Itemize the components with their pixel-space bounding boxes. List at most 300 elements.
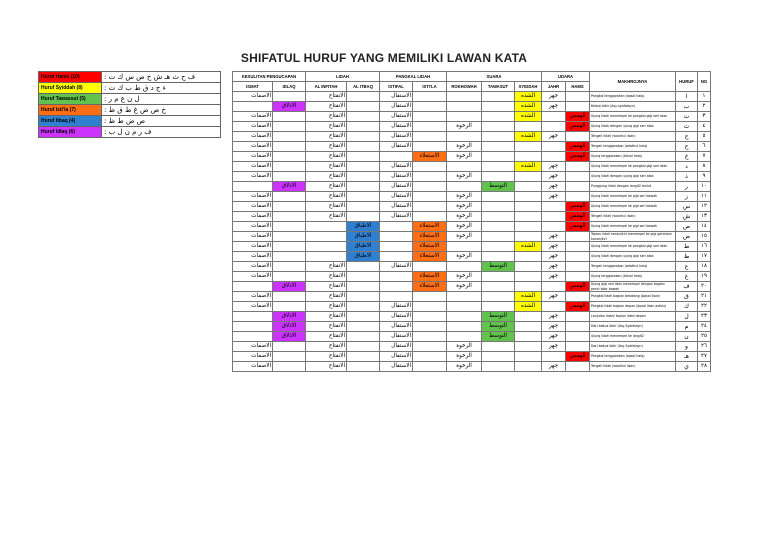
cell-jahr: جهر	[542, 322, 566, 332]
cell-no: ٧	[698, 152, 711, 162]
cell-istila	[413, 112, 447, 122]
cell-idlaq	[273, 352, 306, 362]
cell-rokhowah	[447, 112, 482, 122]
cell-tawasut	[482, 302, 515, 312]
cell-itbaq: الاطباق	[347, 232, 380, 242]
cell-tawasut	[482, 212, 515, 222]
cell-no: ٤	[698, 122, 711, 132]
table-row	[233, 112, 711, 122]
cell-rokhowah	[447, 292, 482, 302]
cell-istifal	[380, 232, 413, 242]
legend-letters: : ف ر م ن ل ب	[102, 127, 221, 138]
cell-infitah: الانفتاح	[306, 102, 347, 112]
table-row	[233, 232, 711, 242]
cell-ismat	[233, 312, 273, 322]
cell-syiddah: الشده	[515, 302, 542, 312]
cell-itbaq	[347, 332, 380, 342]
cell-no: ٢٣	[698, 312, 711, 322]
cell-jahr: جهر	[542, 332, 566, 342]
cell-tawasut	[482, 172, 515, 182]
cell-makhroj: Ujung lidah menempel ke pangkal gigi seri atas	[590, 242, 676, 252]
cell-huruf: هـ	[676, 352, 698, 362]
cell-hams	[566, 92, 590, 102]
cell-tawasut	[482, 112, 515, 122]
cell-rokhowah: الرخوة	[447, 172, 482, 182]
cell-huruf: ج	[676, 132, 698, 142]
cell-hams: الهمس	[566, 152, 590, 162]
cell-idlaq	[273, 212, 306, 222]
header-no: NO	[698, 72, 711, 92]
cell-no: ٢٥	[698, 332, 711, 342]
cell-infitah: الانفتاح	[306, 122, 347, 132]
cell-huruf: ل	[676, 312, 698, 322]
cell-ismat: الاصمات	[233, 202, 273, 212]
cell-huruf: ح	[676, 142, 698, 152]
cell-hams	[566, 262, 590, 272]
cell-syiddah	[515, 362, 542, 372]
cell-syiddah	[515, 232, 542, 242]
cell-infitah: الانفتاح	[306, 132, 347, 142]
cell-syiddah: الشده	[515, 162, 542, 172]
cell-no: ٢٧	[698, 352, 711, 362]
cell-syiddah	[515, 192, 542, 202]
table-row	[233, 272, 711, 282]
cell-syiddah	[515, 212, 542, 222]
cell-itbaq: الاطباق	[347, 242, 380, 252]
cell-idlaq	[273, 232, 306, 242]
cell-ismat: الاصمات	[233, 152, 273, 162]
cell-infitah	[306, 232, 347, 242]
cell-itbaq	[347, 192, 380, 202]
cell-istila	[413, 132, 447, 142]
cell-tawasut	[482, 202, 515, 212]
cell-no: ٢	[698, 102, 711, 112]
cell-infitah: الانفتاح	[306, 302, 347, 312]
cell-idlaq	[273, 222, 306, 232]
cell-hams	[566, 272, 590, 282]
cell-idlaq	[273, 142, 306, 152]
cell-rokhowah	[447, 102, 482, 112]
cell-tawasut	[482, 362, 515, 372]
cell-hams: الهمس	[566, 302, 590, 312]
cell-syiddah: الشده	[515, 242, 542, 252]
cell-huruf: ر	[676, 182, 698, 192]
cell-infitah: الانفتاح	[306, 292, 347, 302]
cell-ismat: الاصمات	[233, 242, 273, 252]
cell-istila	[413, 142, 447, 152]
cell-ismat: الاصمات	[233, 362, 273, 372]
cell-istifal: الاستفال	[380, 182, 413, 192]
cell-istila: الاستعلاء	[413, 282, 447, 292]
cell-hams	[566, 232, 590, 242]
cell-syiddah: الشده	[515, 102, 542, 112]
cell-infitah: الانفتاح	[306, 322, 347, 332]
cell-jahr: جهر	[542, 342, 566, 352]
cell-jahr	[542, 142, 566, 152]
cell-idlaq	[273, 162, 306, 172]
cell-no: ١٨	[698, 262, 711, 272]
cell-huruf: ع	[676, 262, 698, 272]
cell-ismat: الاصمات	[233, 352, 273, 362]
table-row	[233, 342, 711, 352]
cell-istifal: الاستفال	[380, 362, 413, 372]
cell-rokhowah	[447, 92, 482, 102]
table-row	[233, 262, 711, 272]
cell-istila	[413, 162, 447, 172]
table-row	[233, 302, 711, 312]
legend-letters: : ل ن ع م ر	[102, 94, 221, 105]
cell-huruf: ص	[676, 222, 698, 232]
cell-ismat: الاصمات	[233, 142, 273, 152]
cell-jahr: جهر	[542, 172, 566, 182]
cell-rokhowah: الرخوة	[447, 222, 482, 232]
legend-name: Huruf Idlaq (6)	[39, 127, 102, 138]
cell-ismat: الاصمات	[233, 132, 273, 142]
cell-infitah: الانفتاح	[306, 152, 347, 162]
cell-no: ٥	[698, 132, 711, 142]
table-row	[233, 102, 711, 112]
cell-no: ٦	[698, 142, 711, 152]
cell-istifal	[380, 242, 413, 252]
page-title: SHIFATUL HURUF YANG MEMILIKI LAWAN KATA	[240, 51, 528, 65]
cell-idlaq: الاذلاق	[273, 102, 306, 112]
cell-tawasut	[482, 352, 515, 362]
table-row	[233, 192, 711, 202]
cell-makhroj: Tengah lidah (wasthul lisan)	[590, 362, 676, 372]
cell-istila: الاستعلاء	[413, 232, 447, 242]
cell-makhroj: Ujung tenggorokan (Adnal halq)	[590, 272, 676, 282]
cell-huruf: ط	[676, 242, 698, 252]
header-idlaq: IDLAQ	[273, 82, 306, 92]
cell-makhroj: Punggung lidah dengan langit2 mulut	[590, 182, 676, 192]
cell-rokhowah: الرخوة	[447, 342, 482, 352]
cell-ismat: الاصمات	[233, 272, 273, 282]
cell-istila	[413, 212, 447, 222]
cell-syiddah	[515, 322, 542, 332]
cell-syiddah	[515, 142, 542, 152]
cell-rokhowah	[447, 132, 482, 142]
cell-istila	[413, 122, 447, 132]
cell-idlaq	[273, 192, 306, 202]
cell-no: ١٧	[698, 252, 711, 262]
cell-huruf: غ	[676, 272, 698, 282]
cell-jahr: جهر	[542, 162, 566, 172]
cell-no: ٢٦	[698, 342, 711, 352]
cell-huruf: ا	[676, 92, 698, 102]
cell-huruf: ب	[676, 102, 698, 112]
cell-rokhowah: الرخوة	[447, 282, 482, 292]
legend-letters: : خ ص ض غ ط ق ظ	[102, 105, 221, 116]
cell-itbaq	[347, 352, 380, 362]
legend-table	[38, 71, 221, 138]
cell-rokhowah: الرخوة	[447, 352, 482, 362]
cell-makhroj: Ujung lidah menempel ke pangkal gigi seri atas	[590, 112, 676, 122]
cell-makhroj: Ujung tenggorokan (Adnal halq)	[590, 152, 676, 162]
header-lidah: LIDAH	[306, 72, 380, 82]
cell-jahr	[542, 122, 566, 132]
cell-ismat: الاصمات	[233, 342, 273, 352]
cell-ismat	[233, 322, 273, 332]
cell-rokhowah: الرخوة	[447, 212, 482, 222]
cell-itbaq	[347, 212, 380, 222]
table-row	[233, 142, 711, 152]
cell-ismat: الاصمات	[233, 232, 273, 242]
cell-hams	[566, 292, 590, 302]
cell-huruf: ظ	[676, 252, 698, 262]
cell-rokhowah: الرخوة	[447, 362, 482, 372]
cell-no: ١١	[698, 192, 711, 202]
cell-infitah: الانفتاح	[306, 202, 347, 212]
header-tawasut: TAWASUT	[482, 82, 515, 92]
cell-idlaq	[273, 262, 306, 272]
table-row	[233, 92, 711, 102]
cell-istifal: الاستفال	[380, 212, 413, 222]
cell-ismat	[233, 332, 273, 342]
cell-no: ١٤	[698, 222, 711, 232]
table-row	[233, 152, 711, 162]
cell-istila	[413, 292, 447, 302]
cell-istila	[413, 192, 447, 202]
cell-istifal: الاستفال	[380, 92, 413, 102]
cell-jahr: جهر	[542, 232, 566, 242]
cell-no: ٢٤	[698, 322, 711, 332]
cell-no: ٩	[698, 172, 711, 182]
cell-huruf: ن	[676, 332, 698, 342]
cell-istifal: الاستفال	[380, 332, 413, 342]
cell-infitah: الانفتاح	[306, 282, 347, 292]
legend-row	[39, 72, 221, 83]
cell-makhroj: Ujung lidah menempel ke gigi seri bawah	[590, 222, 676, 232]
cell-idlaq	[273, 112, 306, 122]
cell-idlaq	[273, 292, 306, 302]
cell-idlaq	[273, 122, 306, 132]
cell-makhroj: Tepian lidah kanan/kiri menempel ke gigi geraham kanan/kiri	[590, 232, 676, 242]
cell-jahr	[542, 222, 566, 232]
cell-itbaq	[347, 202, 380, 212]
header-suara: SUARA	[447, 72, 542, 82]
cell-tawasut	[482, 272, 515, 282]
header-huruf: HURUF	[676, 72, 698, 92]
cell-huruf: ي	[676, 362, 698, 372]
cell-istifal	[380, 222, 413, 232]
table-row	[233, 202, 711, 212]
cell-ismat: الاصمات	[233, 262, 273, 272]
cell-makhroj: Ujung lidah menempel ke pangkal gigi seri atas	[590, 162, 676, 172]
shifat-table	[232, 71, 711, 372]
legend-row	[39, 127, 221, 138]
cell-itbaq	[347, 362, 380, 372]
cell-rokhowah	[447, 322, 482, 332]
legend-letters: : ص ض ط ظ	[102, 116, 221, 127]
cell-syiddah	[515, 272, 542, 282]
cell-idlaq	[273, 242, 306, 252]
cell-makhroj: Pangkal lidah bagian depan (Aqsal lisan asfalu)	[590, 302, 676, 312]
cell-jahr: جهر	[542, 92, 566, 102]
cell-huruf: ش	[676, 212, 698, 222]
cell-itbaq	[347, 322, 380, 332]
cell-tawasut: التوسط	[482, 262, 515, 272]
legend-name: Huruf Syiddah (8)	[39, 83, 102, 94]
cell-idlaq: الاذلاق	[273, 322, 306, 332]
cell-makhroj: Ujung lidah dengan ujung gigi seri atas	[590, 122, 676, 132]
cell-jahr	[542, 212, 566, 222]
cell-tawasut: التوسط	[482, 312, 515, 322]
cell-rokhowah: الرخوة	[447, 272, 482, 282]
cell-idlaq	[273, 302, 306, 312]
cell-istila	[413, 302, 447, 312]
cell-istifal: الاستفال	[380, 162, 413, 172]
cell-jahr	[542, 202, 566, 212]
cell-tawasut: التوسط	[482, 182, 515, 192]
cell-istila	[413, 322, 447, 332]
cell-jahr: جهر	[542, 262, 566, 272]
cell-syiddah	[515, 152, 542, 162]
cell-itbaq	[347, 142, 380, 152]
cell-tawasut	[482, 142, 515, 152]
table-row	[233, 292, 711, 302]
table-row	[233, 222, 711, 232]
cell-huruf: ز	[676, 192, 698, 202]
cell-makhroj: Pangkal tenggorokan (aqsal halq)	[590, 92, 676, 102]
cell-no: ١	[698, 92, 711, 102]
cell-jahr	[542, 282, 566, 292]
cell-huruf: ت	[676, 112, 698, 122]
cell-infitah: الانفتاح	[306, 352, 347, 362]
cell-istila	[413, 342, 447, 352]
cell-jahr	[542, 152, 566, 162]
cell-hams: الهمس	[566, 112, 590, 122]
cell-rokhowah	[447, 162, 482, 172]
cell-idlaq	[273, 172, 306, 182]
cell-makhroj: Pangkal lidah bagian belakang (Aqsal lisan)	[590, 292, 676, 302]
cell-makhroj: Ujung lidah dengan ujung gigi seri atas	[590, 172, 676, 182]
cell-jahr: جهر	[542, 102, 566, 112]
cell-istifal: الاستفال	[380, 302, 413, 312]
cell-itbaq	[347, 102, 380, 112]
cell-jahr	[542, 112, 566, 122]
cell-ismat	[233, 182, 273, 192]
header-syiddah: SYIDDAH	[515, 82, 542, 92]
cell-huruf: خ	[676, 152, 698, 162]
cell-istila	[413, 202, 447, 212]
cell-jahr: جهر	[542, 132, 566, 142]
cell-hams	[566, 362, 590, 372]
legend-name: Huruf Tawassut (5)	[39, 94, 102, 105]
cell-itbaq	[347, 112, 380, 122]
cell-istila	[413, 312, 447, 322]
cell-syiddah: الشده	[515, 132, 542, 142]
table-row	[233, 252, 711, 262]
cell-tawasut	[482, 162, 515, 172]
cell-makhroj: Pangkal tenggorokan (aqsal halq)	[590, 352, 676, 362]
table-row	[233, 172, 711, 182]
cell-idlaq	[273, 152, 306, 162]
table-row	[233, 162, 711, 172]
cell-itbaq	[347, 172, 380, 182]
cell-tawasut	[482, 232, 515, 242]
cell-rokhowah	[447, 182, 482, 192]
cell-huruf: س	[676, 202, 698, 212]
cell-ismat: الاصمات	[233, 122, 273, 132]
cell-syiddah	[515, 262, 542, 272]
cell-infitah: الانفتاح	[306, 312, 347, 322]
cell-istila	[413, 332, 447, 342]
cell-rokhowah: الرخوة	[447, 252, 482, 262]
cell-hams: الهمس	[566, 282, 590, 292]
cell-makhroj: Ujung gigi seri atas menempel dengan bagian perut bibir bawah	[590, 282, 676, 292]
cell-makhroj: Tengah lidah (wasthul lisan)	[590, 132, 676, 142]
cell-jahr: جهر	[542, 312, 566, 322]
cell-tawasut: التوسط	[482, 332, 515, 342]
cell-rokhowah: الرخوة	[447, 232, 482, 242]
cell-istifal: الاستفال	[380, 262, 413, 272]
header-udara: UDARA	[542, 72, 590, 82]
cell-istila: الاستعلاء	[413, 252, 447, 262]
cell-istifal: الاستفال	[380, 202, 413, 212]
cell-no: ٢٠	[698, 282, 711, 292]
cell-makhroj: Tengah tenggorokan (wasthul halq)	[590, 262, 676, 272]
cell-itbaq	[347, 302, 380, 312]
legend-letters: : ء ج د ق ط ب ك ت	[102, 83, 221, 94]
table-row	[233, 362, 711, 372]
cell-istifal: الاستفال	[380, 312, 413, 322]
cell-ismat: الاصمات	[233, 192, 273, 202]
cell-idlaq: الاذلاق	[273, 282, 306, 292]
cell-idlaq	[273, 362, 306, 372]
cell-syiddah	[515, 122, 542, 132]
table-row	[233, 182, 711, 192]
cell-ismat	[233, 282, 273, 292]
cell-tawasut	[482, 282, 515, 292]
cell-itbaq: الاطباق	[347, 252, 380, 262]
cell-makhroj: Lanjutan lidah/ tepian lidah depan	[590, 312, 676, 322]
cell-infitah: الانفتاح	[306, 212, 347, 222]
cell-tawasut	[482, 152, 515, 162]
header-al-infitah: AL INFITAH	[306, 82, 347, 92]
cell-hams	[566, 332, 590, 342]
table-row	[233, 282, 711, 292]
header-istifal: ISTIFAL	[380, 82, 413, 92]
cell-istila	[413, 172, 447, 182]
cell-tawasut	[482, 292, 515, 302]
cell-hams	[566, 242, 590, 252]
cell-infitah	[306, 252, 347, 262]
cell-hams: الهمس	[566, 122, 590, 132]
cell-hams: الهمس	[566, 352, 590, 362]
cell-huruf: ض	[676, 232, 698, 242]
cell-no: ١٠	[698, 182, 711, 192]
cell-itbaq	[347, 162, 380, 172]
cell-no: ١٢	[698, 202, 711, 212]
cell-infitah	[306, 222, 347, 232]
cell-rokhowah	[447, 332, 482, 342]
cell-no: ١٣	[698, 212, 711, 222]
cell-huruf: و	[676, 342, 698, 352]
cell-hams: الهمس	[566, 142, 590, 152]
legend-letters: : ف ح ث هـ ش خ ص س ك ت	[102, 72, 221, 83]
legend-name: Huruf Hams (10)	[39, 72, 102, 83]
cell-syiddah: الشده	[515, 112, 542, 122]
cell-itbaq	[347, 272, 380, 282]
cell-syiddah	[515, 172, 542, 182]
header-ismat: ISMAT	[233, 82, 273, 92]
cell-idlaq	[273, 342, 306, 352]
cell-tawasut	[482, 102, 515, 112]
cell-tawasut	[482, 122, 515, 132]
cell-no: ١٩	[698, 272, 711, 282]
cell-hams	[566, 182, 590, 192]
cell-syiddah	[515, 282, 542, 292]
